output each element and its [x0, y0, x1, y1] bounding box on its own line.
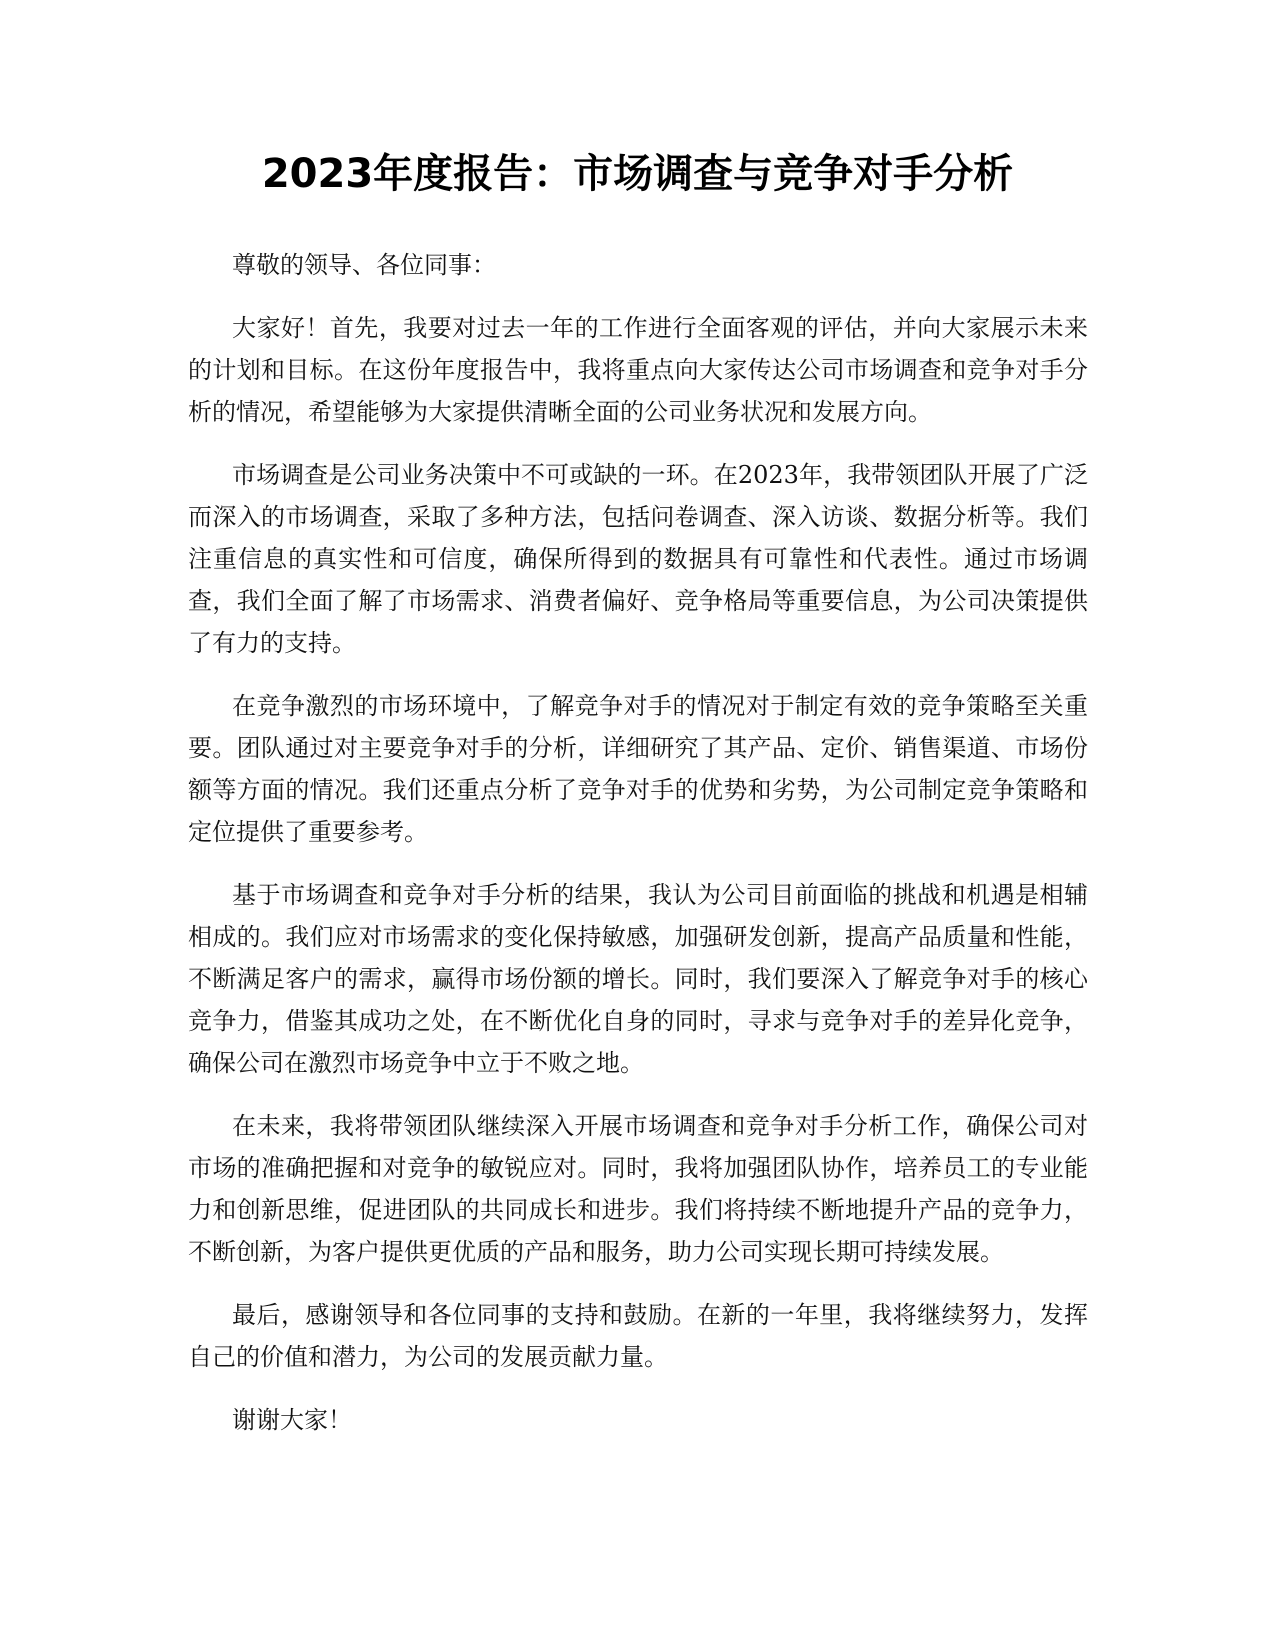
paragraph-competitor-analysis: 在竞争激烈的市场环境中，了解竞争对手的情况对于制定有效的竞争策略至关重要。团队通过对主要竞争对手的分析，详细研究了其产品、定价、销售渠道、市场份额等方面的情况。我们还重点分析了竞争对手的优势和劣势，为公司制定竞争策略和定位提供了重要参考。 [188, 692, 1088, 846]
paragraph-market-research: 市场调查是公司业务决策中不可或缺的一环。在2023年，我带领团队开展了广泛而深入的市场调查，采取了多种方法，包括问卷调查、深入访谈、数据分析等。我们注重信息的真实性和可信度，确保所得到的数据具有可靠性和代表性。通过市场调查，我们全面了解了市场需求、消费者偏好、竞争格局等重要信息，为公司决策提供了有力的支持。 [188, 461, 1088, 657]
document-body [188, 244, 1088, 1462]
paragraph-challenges: 基于市场调查和竞争对手分析的结果，我认为公司目前面临的挑战和机遇是相辅相成的。我们应对市场需求的变化保持敏感，加强研发创新，提高产品质量和性能，不断满足客户的需求，赢得市场份额的增长。同时，我们要深入了解竞争对手的核心竞争力，借鉴其成功之处，在不断优化自身的同时，寻求与竞争对手的差异化竞争，确保公司在激烈市场竞争中立于不败之地。 [188, 881, 1088, 1077]
document-title: 2023年度报告：市场调查与竞争对手分析 [261, 151, 1014, 197]
paragraph-future: 在未来，我将带领团队继续深入开展市场调查和竞争对手分析工作，确保公司对市场的准确把握和对竞争的敏锐应对。同时，我将加强团队协作，培养员工的专业能力和创新思维，促进团队的共同成长和进步。我们将持续不断地提升产品的竞争力，不断创新，为客户提供更优质的产品和服务，助力公司实现长期可持续发展。 [188, 1112, 1088, 1266]
paragraph-intro: 大家好！首先，我要对过去一年的工作进行全面客观的评估，并向大家展示未来的计划和目标。在这份年度报告中，我将重点向大家传达公司市场调查和竞争对手分析的情况，希望能够为大家提供清晰全面的公司业务状况和发展方向。 [188, 314, 1088, 426]
salutation: 尊敬的领导、各位同事： [232, 251, 496, 279]
closing: 谢谢大家！ [232, 1406, 352, 1434]
paragraph-thanks: 最后，感谢领导和各位同事的支持和鼓励。在新的一年里，我将继续努力，发挥自己的价值和潜力，为公司的发展贡献力量。 [188, 1301, 1088, 1371]
